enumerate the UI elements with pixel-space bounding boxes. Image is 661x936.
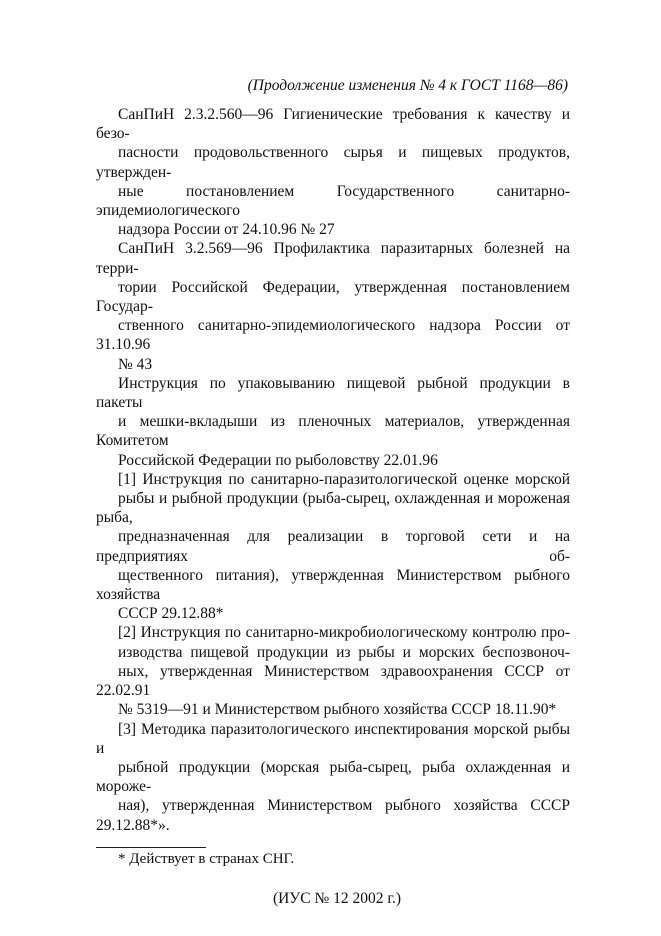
text-line: изводства пищевой продукции из рыбы и морских беспозвоноч- (118, 643, 570, 661)
footnote: * Действует в странах СНГ. (118, 850, 295, 867)
paragraph (96, 470, 570, 624)
text-line: Инструкция по упаковыванию пищевой рыбной продукции в пакеты (96, 374, 570, 412)
text-line: № 43 (118, 355, 153, 373)
text-line: ные постановлением Государственного санитарно-эпидемиологического (96, 182, 570, 220)
text-line: ственного санитарно-эпидемиологического надзора России от 31.10.96 (96, 317, 570, 354)
text-line: Российской Федерации по рыболовству 22.01.96 (118, 451, 438, 469)
text-line: [3] Методика паразитологического инспектирования морской рыбы и (96, 720, 570, 757)
paragraph (96, 374, 570, 470)
paragraph (96, 105, 570, 239)
ius-reference: (ИУС № 12 2002 г.) (272, 889, 402, 907)
text-line: тории Российской Федерации, утвержденная постановлением Государ- (96, 278, 570, 316)
text-line: щественного питания), утвержденная Министерством рыбного хозяйства (96, 566, 570, 604)
text-line: пасности продовольственного сырья и пищевых продуктов, утвержден- (96, 144, 570, 181)
text-line: [1] Инструкция по санитарно-паразитологической оценке морской (118, 470, 570, 488)
text-line: предназначенная для реализации в торговой сети и на предприятиях об- (96, 528, 570, 565)
text-line: № 5319—91 и Министерством рыбного хозяйства СССР 18.11.90* (118, 701, 557, 719)
text-line: [2] Инструкция по санитарно-микробиологическому контролю про- (118, 624, 570, 642)
text-line: СанПиН 2.3.2.560—96 Гигиенические требования к качеству и безо- (96, 106, 570, 143)
paragraph (96, 239, 570, 373)
document-page (96, 76, 570, 908)
text-line: надзора России от 24.10.96 № 27 (118, 221, 335, 239)
page-header: (Продолжение изменения № 4 к ГОСТ 1168—86) (247, 77, 568, 94)
text-line: СанПиН 3.2.569—96 Профилактика паразитарных болезней на терри- (96, 240, 570, 277)
paragraph (96, 623, 570, 719)
text-line: и мешки-вкладыши из пленочных материалов, утвержденная Комитетом (96, 413, 570, 450)
text-line: рыбной продукции (морская рыба-сырец, рыба охлажденная и мороже- (96, 758, 570, 796)
paragraph (96, 720, 570, 835)
text-line: ных, утвержденная Министерством здравоохранения СССР от 22.02.91 (96, 662, 570, 700)
document-body (96, 105, 570, 835)
text-line: рыбы и рыбной продукции (рыба-сырец, охлажденная и мороженая рыба, (96, 490, 570, 527)
text-line: СССР 29.12.88* (118, 605, 224, 623)
footnote-divider (96, 847, 206, 848)
text-line: ная), утвержденная Министерством рыбного хозяйства СССР 29.12.88*». (96, 797, 570, 834)
